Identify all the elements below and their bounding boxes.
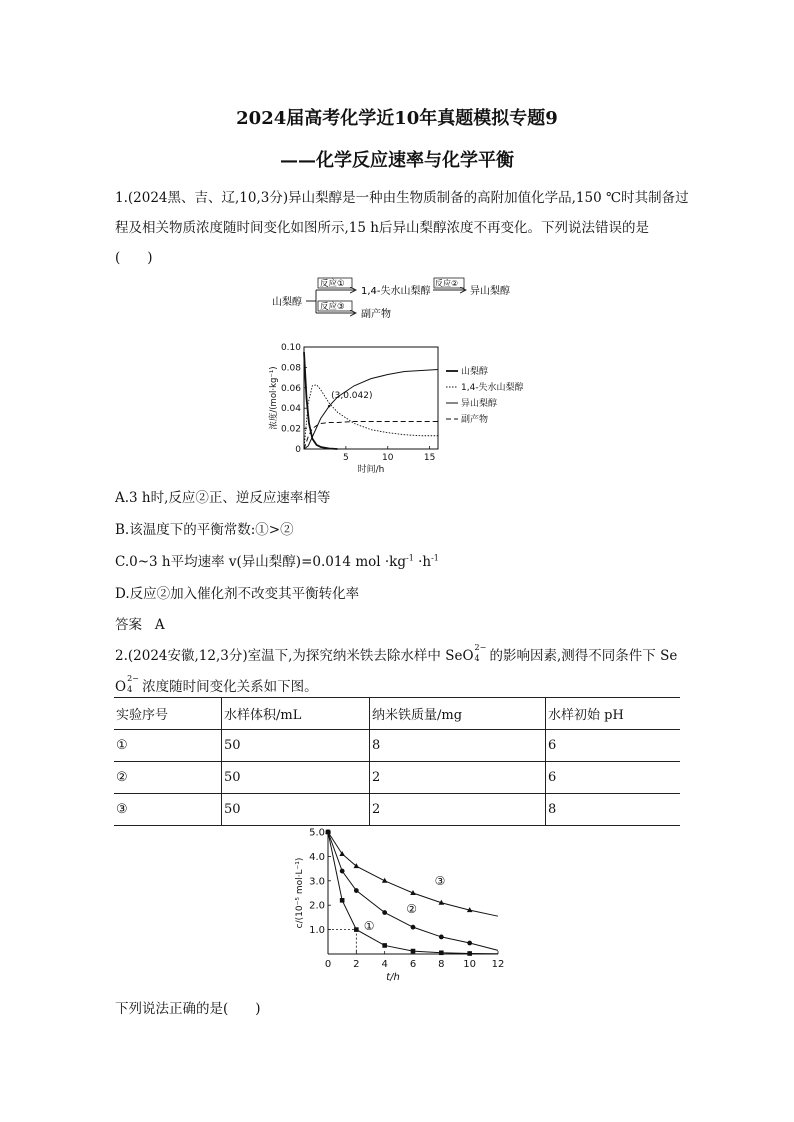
- y-axis-label: c/(10⁻⁵ mol·L⁻¹): [295, 857, 305, 929]
- page-subtitle: ——化学反应速率与化学平衡: [280, 150, 514, 171]
- q2-stem-line2: [115, 675, 318, 695]
- table-header: 水样体积/mL: [222, 698, 370, 730]
- legend-label: 1,4-失水山梨醇: [461, 383, 524, 393]
- q1-option-b: B.该温度下的平衡常数:①>②: [115, 522, 294, 538]
- y-tick-label: 0: [295, 445, 301, 455]
- y-tick-label: 0.06: [280, 383, 301, 394]
- ion-sup-2: 2−: [127, 674, 139, 683]
- series-label: ①: [363, 918, 375, 933]
- table-header-row: [114, 698, 680, 730]
- legend-label: 山梨醇: [461, 367, 489, 377]
- q1-option-c-unit1: kg: [389, 554, 406, 570]
- point-circle: [354, 888, 359, 893]
- q2-question: 下列说法正确的是( ): [115, 1001, 261, 1017]
- series-line: [304, 369, 438, 449]
- reaction-scheme: [268, 276, 538, 326]
- point-square: [411, 949, 416, 954]
- q2-stem-part4: 浓度随时间变化关系如下图。: [142, 679, 318, 695]
- series-line: [304, 421, 438, 449]
- series-label: ②: [406, 901, 418, 916]
- table-row: [114, 730, 680, 762]
- table-cell: ③: [114, 794, 222, 826]
- x-tick-label: 6: [409, 959, 417, 970]
- answer-label: 答案: [115, 617, 142, 633]
- experiment-table: [114, 697, 680, 826]
- q1-option-c: C.0~3 h平均速率 v(异山梨醇)=0.014 mol $\cdot kg^{-1} \cdot h^{-1}$: [115, 553, 439, 570]
- y-tick-label: 0.08: [280, 363, 301, 374]
- table-cell: 8: [546, 794, 681, 826]
- q2-stem-line1: [115, 644, 677, 664]
- y-axis-label: 浓度/(mol·kg⁻¹): [269, 366, 279, 430]
- x-tick-label: 8: [438, 959, 445, 970]
- q1-answer: [115, 613, 165, 633]
- q1-option-c-text: C.0~3 h平均速率 v(异山梨醇)=0.014 mol: [115, 554, 381, 570]
- y-tick-label: 0.10: [280, 343, 301, 353]
- point-square: [340, 898, 345, 903]
- y-tick-label: 1.0: [309, 925, 325, 937]
- table-cell: 50: [222, 762, 370, 794]
- ion-sup: 2−: [474, 643, 487, 652]
- point-square: [354, 927, 359, 932]
- chart-concentration-time: [262, 338, 524, 475]
- table-header: 水样初始 pH: [546, 698, 681, 730]
- table-cell: 6: [546, 730, 681, 762]
- ion-sub: 4: [474, 654, 480, 663]
- table-cell: 8: [370, 730, 546, 762]
- q2-stem-part1: 2.(2024安徽,12,3分)室温下,为探究纳米铁去除水样中 SeO: [115, 648, 474, 664]
- point-square: [467, 951, 472, 956]
- x-tick-label: 10: [463, 959, 477, 970]
- chart-se-concentration: [292, 822, 512, 990]
- y-tick-label: 4.0: [309, 851, 325, 863]
- point-circle: [411, 925, 416, 930]
- y-tick-label: 0.02: [280, 424, 301, 435]
- scheme-mid: 1,4-失水山梨醇: [361, 286, 431, 297]
- scheme-start: 山梨醇: [272, 297, 302, 308]
- scheme-side: 副产物: [361, 309, 391, 320]
- table-row: [114, 794, 680, 826]
- table-cell: ②: [114, 762, 222, 794]
- x-tick-label: 2: [353, 959, 360, 970]
- q1-stem-line3: ( ): [115, 250, 153, 266]
- x-axis-label: 时间/h: [357, 465, 385, 475]
- legend-label: 副产物: [461, 415, 489, 425]
- table-cell: 2: [370, 762, 546, 794]
- table-header: 实验序号: [114, 698, 222, 730]
- table-cell: 2: [370, 794, 546, 826]
- y-tick-label: 3.0: [309, 876, 325, 888]
- x-tick-label: 10: [382, 453, 394, 463]
- series-label: ③: [434, 873, 446, 888]
- table-cell: 50: [222, 730, 370, 762]
- point-square: [439, 950, 444, 955]
- q1-option-d: D.反应②加入催化剂不改变其平衡转化率: [115, 586, 360, 602]
- x-tick-label: 15: [423, 453, 436, 463]
- point-circle: [467, 941, 472, 946]
- y-tick-label: 2.0: [309, 900, 325, 912]
- ion-sub-2: 4: [127, 685, 133, 694]
- q1-option-c-unit2: h: [422, 554, 432, 570]
- scheme-end: 异山梨醇: [470, 286, 510, 297]
- x-tick-label: 0: [324, 959, 332, 970]
- table-cell: ①: [114, 730, 222, 762]
- scheme-r3: 反应③: [320, 302, 345, 312]
- scheme-r2: 反应②: [435, 279, 459, 288]
- table-cell: 6: [546, 762, 681, 794]
- point-circle: [439, 935, 444, 940]
- q2-stem-part3: O: [115, 679, 127, 695]
- answer-value: A: [154, 617, 165, 633]
- x-axis-label: t/h: [386, 972, 400, 983]
- x-tick-label: 4: [381, 959, 388, 970]
- scheme-r1: 反应①: [320, 279, 345, 289]
- y-tick-label: 0.04: [280, 404, 301, 415]
- q2-stem-part2: 的影响因素,测得不同条件下 Se: [489, 648, 678, 664]
- legend-label: 异山梨醇: [461, 399, 498, 409]
- page-title: 2024届高考化学近10年真题模拟专题9: [236, 108, 558, 129]
- point-circle: [382, 910, 387, 915]
- x-tick-label: 12: [491, 959, 505, 970]
- x-tick-label: 5: [343, 453, 349, 463]
- q1-stem-line2: 程及相关物质浓度随时间变化如图所示,15 h后异山梨醇浓度不再变化。下列说法错误的是: [115, 220, 649, 236]
- y-tick-label: 5.0: [309, 827, 325, 839]
- point-circle: [340, 869, 345, 874]
- table-header: 纳米铁质量/mg: [370, 698, 546, 730]
- point-square: [382, 943, 387, 948]
- q1-option-a: A.3 h时,反应②正、逆反应速率相等: [115, 490, 331, 506]
- table-row: [114, 762, 680, 794]
- table-cell: 50: [222, 794, 370, 826]
- annotation-point: [328, 405, 330, 407]
- q1-stem-line1: 1.(2024黑、吉、辽,10,3分)异山梨醇是一种由生物质制备的高附加值化学品,150 ℃时其制备过: [115, 190, 689, 206]
- annotation-label: (3,0.042): [331, 391, 373, 402]
